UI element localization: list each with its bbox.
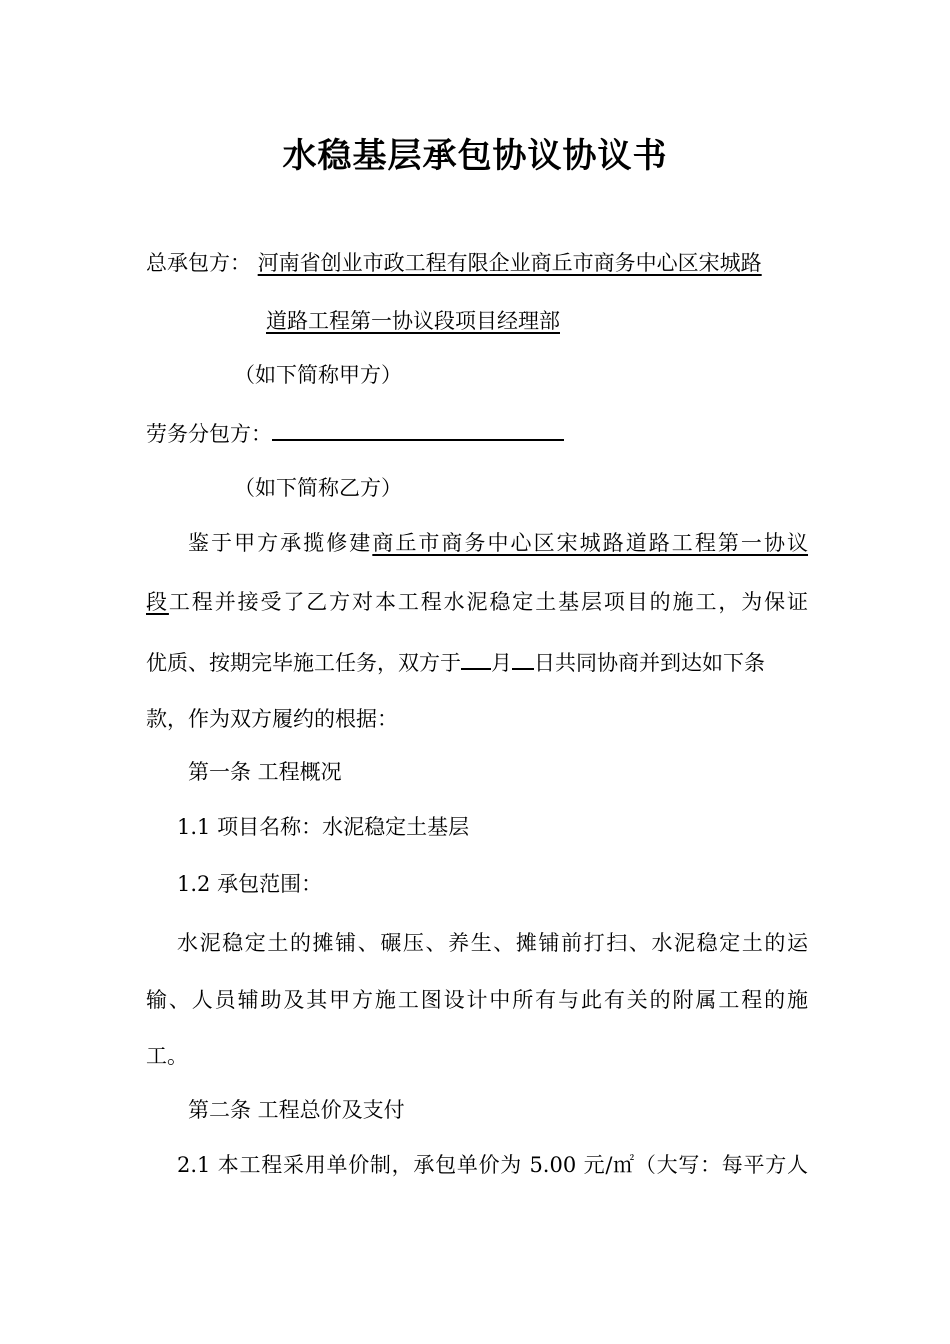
party-a-line1 bbox=[146, 248, 762, 278]
month-label: 月 bbox=[491, 651, 512, 675]
scope-line2: 输、人员辅助及其甲方施工图设计中所有与此有关的附属工程的施 bbox=[146, 988, 808, 1012]
party-b-alias: （如下简称乙方） bbox=[234, 476, 402, 500]
project-name-tail: 段 bbox=[146, 590, 169, 614]
party-a-alias: （如下简称甲方） bbox=[234, 363, 402, 387]
party-b-blank bbox=[272, 417, 564, 441]
day-blank bbox=[512, 646, 534, 670]
article2-item1-line bbox=[146, 1150, 808, 1180]
article1-item1: 1.1 项目名称：水泥稳定土基层 bbox=[177, 815, 470, 839]
month-blank bbox=[461, 646, 491, 670]
article1-item2: 1.2 承包范围： bbox=[177, 872, 323, 896]
preamble-line4: 款，作为双方履约的根据： bbox=[146, 707, 398, 731]
preamble-line3 bbox=[146, 646, 765, 678]
preamble-text-1: 鉴于甲方承揽修建 bbox=[188, 531, 373, 555]
article1-heading: 第一条 工程概况 bbox=[188, 760, 342, 784]
project-name: 商丘市商务中心区宋城路道路工程第一协议 bbox=[372, 531, 809, 555]
party-a-label: 总承包方： bbox=[146, 251, 251, 275]
party-a-name-1: 河南省创业市政工程有限企业商丘市商务中心区宋城路 bbox=[257, 251, 762, 275]
preamble-text-2: 工程并接受了乙方对本工程水泥稳定土基层项目的施工，为保证 bbox=[168, 590, 809, 614]
scope-line1 bbox=[146, 928, 808, 958]
preamble-text-4: 日共同协商并到达如下条 bbox=[534, 651, 765, 675]
scope-line3: 工。 bbox=[146, 1044, 188, 1068]
preamble-text-3: 优质、按期完毕施工任务，双方于 bbox=[146, 651, 461, 675]
party-a-name-2: 道路工程第一协议段项目经理部 bbox=[266, 309, 560, 333]
article2-heading: 第二条 工程总价及支付 bbox=[188, 1098, 405, 1122]
party-b-line bbox=[146, 417, 564, 449]
scope-text-1: 水泥稳定土的摊铺、碾压、养生、摊铺前打扫、水泥稳定土的运 bbox=[177, 931, 808, 955]
party-b-label: 劳务分包方： bbox=[146, 422, 272, 446]
article2-item1: 2.1 本工程采用单价制，承包单价为 5.00 元/㎡（大写：每平方人 bbox=[177, 1153, 808, 1177]
document-title: 水稳基层承包协议协议书 bbox=[282, 136, 668, 176]
preamble-line1 bbox=[146, 528, 808, 558]
preamble-line2 bbox=[146, 587, 808, 617]
